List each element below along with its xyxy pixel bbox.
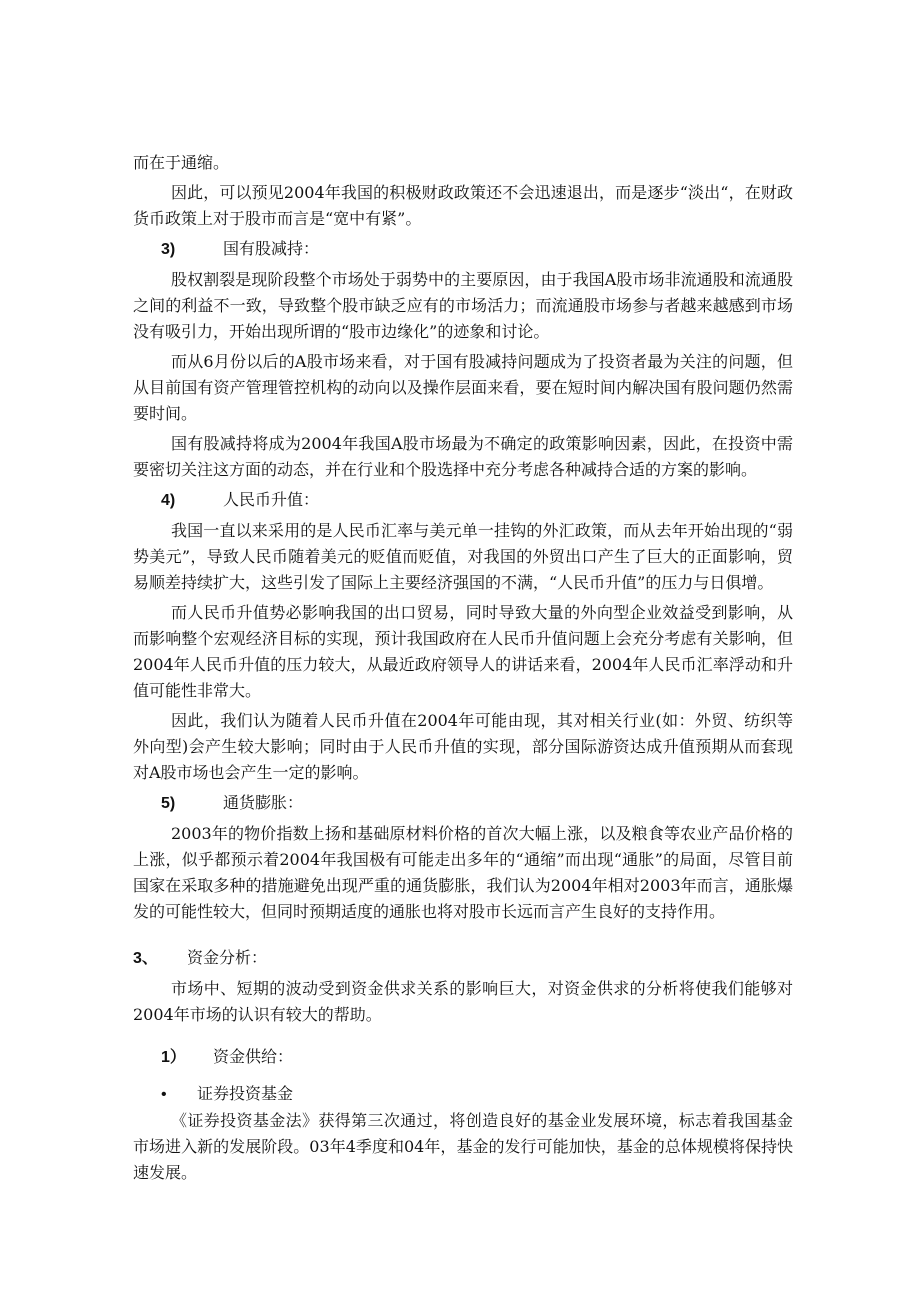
document-body	[133, 150, 793, 1186]
bullet-dot: •	[161, 1086, 167, 1103]
subsection-heading-supply	[133, 1044, 793, 1071]
paragraph: 股权割裂是现阶段整个市场处于弱势中的主要原因，由于我国A股市场非流通股和流通股之间的利益不一致，导致整个股市缺乏应有的市场活力；而流通股市场参与者越来越感到市场没有吸引力，开始出现所谓的“股市边缘化”的迹象和讨论。	[133, 270, 793, 341]
bullet-title: 证券投资基金	[197, 1084, 294, 1103]
heading-title: 国有股减持：	[223, 239, 320, 258]
heading-number: 3、	[133, 950, 158, 967]
section-heading-3	[133, 236, 793, 263]
heading-title: 资金供给：	[213, 1047, 294, 1066]
heading-title: 资金分析：	[187, 948, 268, 967]
bullet-item-fund	[133, 1081, 793, 1108]
paragraph: 市场中、短期的波动受到资金供求关系的影响巨大，对资金供求的分析将使我们能够对2004年市场的认识有较大的帮助。	[133, 979, 793, 1024]
heading-number: 4)	[161, 492, 176, 509]
heading-number: 1）	[161, 1049, 186, 1066]
paragraph: 国有股减持将成为2004年我国A股市场最为不确定的政策影响因素，因此，在投资中需要密切关注这方面的动态，并在行业和个股选择中充分考虑各种减持合适的方案的影响。	[133, 434, 793, 479]
section-heading-capital	[133, 945, 793, 972]
paragraph: 而人民币升值势必影响我国的出口贸易，同时导致大量的外向型企业效益受到影响，从而影响整个宏观经济目标的实现，预计我国政府在人民币升值问题上会充分考虑有关影响，但2004年人民币升值的压力较大，从最近政府领导人的讲话来看，2004年人民币汇率浮动和升值可能性非常大。	[133, 603, 793, 700]
paragraph: 《证券投资基金法》获得第三次通过，将创造良好的基金业发展环境，标志着我国基金市场进入新的发展阶段。03年4季度和04年，基金的发行可能加快，基金的总体规模将保持快速发展。	[133, 1111, 793, 1182]
heading-number: 5)	[161, 795, 176, 812]
paragraph: 我国一直以来采用的是人民币汇率与美元单一挂钩的外汇政策，而从去年开始出现的“弱势美元”，导致人民币随着美元的贬值而贬值，对我国的外贸出口产生了巨大的正面影响，贸易顺差持续扩大，这些引发了国际上主要经济强国的不满，“人民币升值”的压力与日俱增。	[133, 521, 793, 592]
paragraph: 因此，我们认为随着人民币升值在2004年可能由现，其对相关行业(如：外贸、纺织等外向型)会产生较大影响；同时由于人民币升值的实现，部分国际游资达成升值预期从而套现对A股市场也会产生一定的影响。	[133, 711, 793, 782]
heading-title: 人民币升值：	[223, 490, 320, 509]
paragraph: 2003年的物价指数上扬和基础原材料价格的首次大幅上涨，以及粮食等农业产品价格的上涨，似乎都预示着2004年我国极有可能走出多年的“通缩”而出现“通胀”的局面，尽管目前国家在采取多种的措施避免出现严重的通货膨胀，我们认为2004年相对2003年而言，通胀爆发的可能性较大，但同时预期适度的通胀也将对股市长远而言产生良好的支持作用。	[133, 824, 793, 921]
heading-title: 通货膨胀：	[223, 793, 304, 812]
section-heading-5	[133, 790, 793, 817]
heading-number: 3)	[161, 241, 176, 258]
section-heading-4	[133, 487, 793, 514]
paragraph: 因此，可以预见2004年我国的积极财政政策还不会迅速退出，而是逐步“淡出“，在财政货币政策上对于股市而言是“宽中有紧”。	[133, 183, 793, 228]
paragraph: 而在于通缩。	[133, 153, 230, 172]
paragraph: 而从6月份以后的A股市场来看，对于国有股减持问题成为了投资者最为关注的问题，但从目前国有资产管理管控机构的动向以及操作层面来看，要在短时间内解决国有股问题仍然需要时间。	[133, 352, 793, 423]
